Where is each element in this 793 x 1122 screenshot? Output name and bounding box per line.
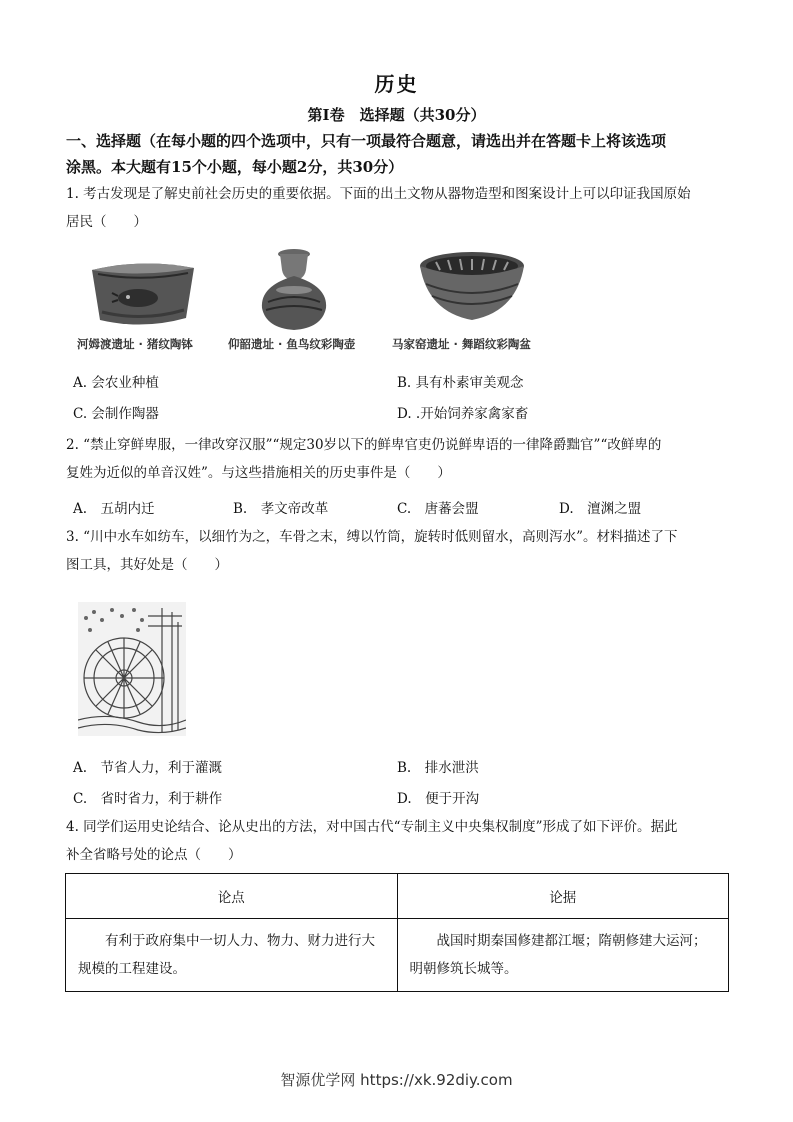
- question-4-line-1: 4. 同学们运用史论结合、论从史出的方法，对中国古代“专制主义中央集权制度”形成了如下评价。据此: [66, 819, 678, 835]
- artifact-caption-2: 仰韶遗址 · 鱼鸟纹彩陶壶: [228, 337, 356, 351]
- table-cell-argument: 有利于政府集中一切人力、物力、财力进行大规模的工程建设。: [66, 919, 398, 992]
- footer-watermark: 智源优学网 https://xk.92diy.com: [280, 1071, 513, 1089]
- q3-option-d[interactable]: D. 便于开沟: [397, 791, 480, 807]
- question-1-stem: [66, 180, 730, 236]
- painted-pottery-basin-icon: [418, 250, 526, 328]
- artifact-caption-1: 河姆渡遗址 · 猪纹陶钵: [77, 337, 193, 351]
- section-heading-line-2: 涂黑。本大题有15个小题，每小题2分，共30分）: [66, 158, 404, 176]
- question-2-stem: [66, 431, 730, 487]
- artifact-caption-3: 马家窑遗址 · 舞蹈纹彩陶盆: [392, 337, 531, 351]
- q2-option-b[interactable]: B. 孝文帝改革: [233, 501, 329, 517]
- question-1-line-2: 居民（ ）: [66, 214, 147, 230]
- q3-option-b[interactable]: B. 排水泄洪: [397, 760, 479, 776]
- question-3-stem: [66, 523, 730, 579]
- question-4-stem: [66, 813, 730, 869]
- question-2-line-2: 复姓为近似的单音汉姓”。与这些措施相关的历史事件是（ ）: [66, 465, 451, 481]
- q3-option-c[interactable]: C. 省时省力，利于耕作: [73, 791, 223, 807]
- bamboo-waterwheel-icon: [78, 602, 186, 736]
- pottery-bowl-pig-icon: [88, 256, 198, 332]
- q2-option-a[interactable]: A. 五胡内迁: [73, 501, 155, 517]
- q1-option-a[interactable]: A. 会农业种植: [73, 375, 159, 391]
- q2-option-d[interactable]: D. 澶渊之盟: [559, 501, 642, 517]
- table-header-argument: 论点: [66, 874, 398, 919]
- painted-pottery-jar-icon: [254, 246, 334, 334]
- question-1-line-1: 1. 考古发现是了解史前社会历史的重要依据。下面的出土文物从器物造型和图案设计上可以印证我国原始: [66, 186, 691, 202]
- table-header-evidence: 论据: [397, 874, 729, 919]
- argument-table: [65, 873, 729, 992]
- q3-option-a[interactable]: A. 节省人力，利于灌溉: [73, 760, 223, 776]
- table-row: [66, 919, 729, 992]
- table-header-row: [66, 874, 729, 919]
- section-heading: [66, 128, 736, 180]
- section-heading-line-1: 一、选择题（在每小题的四个选项中，只有一项最符合题意，请选出并在答题卡上将该选项: [66, 132, 667, 150]
- question-4-line-2: 补全省略号处的论点（ ）: [66, 847, 242, 863]
- question-3-line-2: 图工具，其好处是（ ）: [66, 557, 228, 573]
- q1-option-d[interactable]: D. .开始饲养家禽家畜: [397, 406, 529, 422]
- table-cell-evidence: 战国时期秦国修建都江堰；隋朝修建大运河；明朝修筑长城等。: [397, 919, 729, 992]
- q1-option-c[interactable]: C. 会制作陶器: [73, 406, 159, 422]
- part-title: 第Ⅰ卷 选择题（共30分）: [307, 106, 486, 124]
- question-2-line-1: 2. “禁止穿鲜卑服，一律改穿汉服”“规定30岁以下的鲜卑官吏仍说鲜卑语的一律降爵黜官”“改鲜卑的: [66, 437, 662, 453]
- q1-option-b[interactable]: B. 具有朴素审美观念: [397, 375, 524, 391]
- page-title: 历史: [374, 72, 419, 96]
- q2-option-c[interactable]: C. 唐蕃会盟: [397, 501, 479, 517]
- question-3-line-1: 3. “川中水车如纺车，以细竹为之，车骨之末，缚以竹筒，旋转时低则留水，高则泻水”。材料描述了下: [66, 529, 678, 545]
